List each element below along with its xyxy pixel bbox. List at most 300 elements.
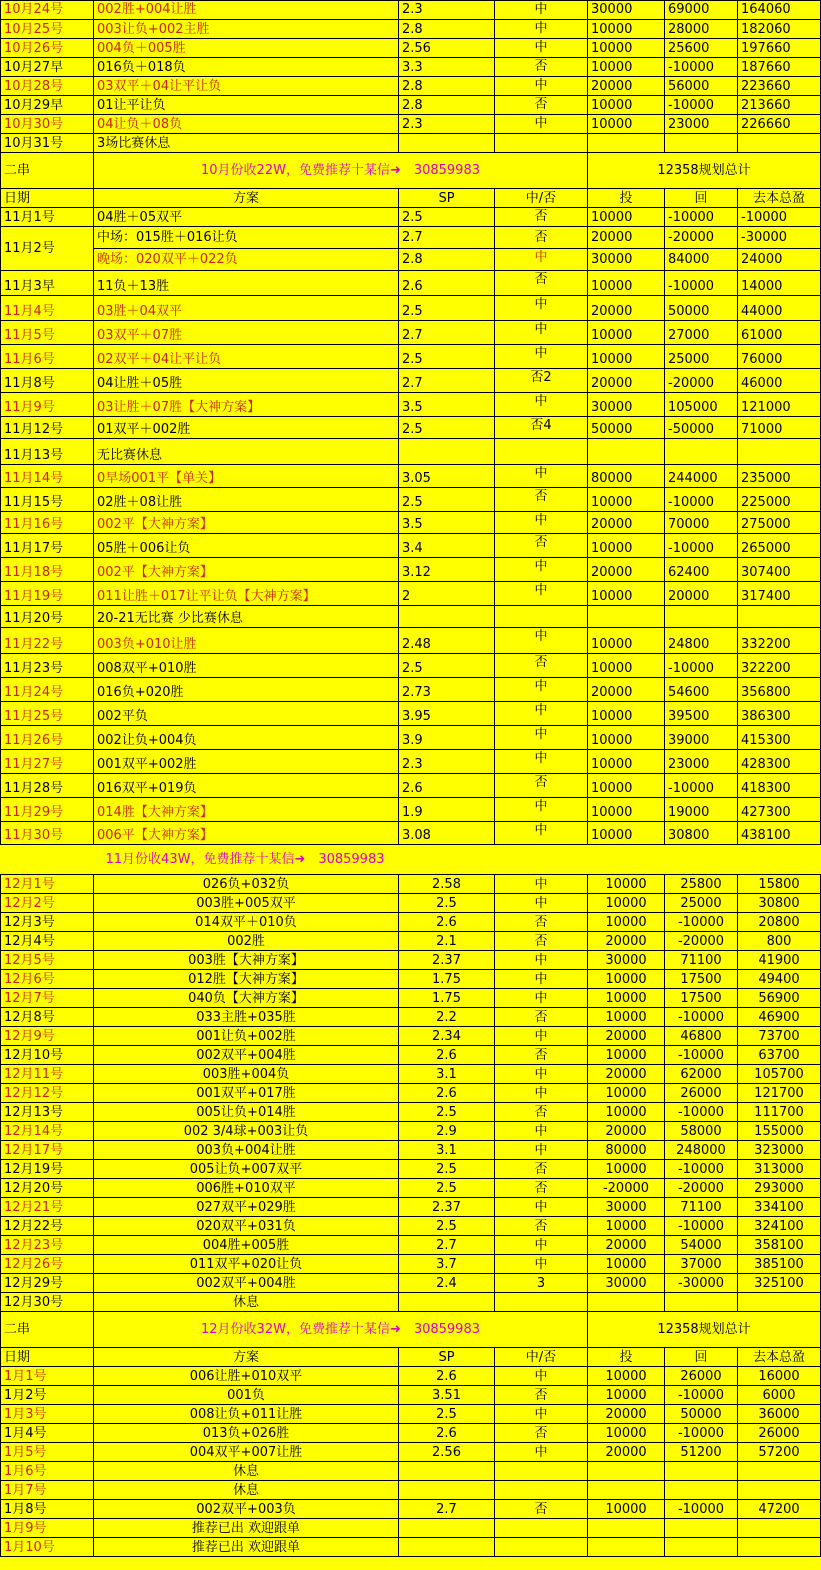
bet-cell (588, 1462, 665, 1481)
date-cell: 11月22号 (1, 628, 94, 654)
bet-cell: 10000 (588, 726, 665, 750)
plan-cell: 01让平让负 (94, 96, 399, 115)
date-cell: 11月4号 (1, 296, 94, 321)
sp-cell: 2.5 (399, 1217, 495, 1236)
plan-cell: 016负+020胜 (94, 678, 399, 702)
result-cell: 中 (495, 249, 588, 271)
bet-cell: 10000 (588, 970, 665, 989)
plan-cell: 002双平+003负 (94, 1500, 399, 1519)
bet-cell: 10000 (588, 774, 665, 798)
header-return: 回 (665, 189, 738, 208)
sp-cell: 2.5 (399, 208, 495, 227)
return-cell: 25000 (665, 345, 738, 369)
total-cell: 105700 (738, 1065, 821, 1084)
return-cell (665, 1481, 738, 1500)
sp-cell: 3.9 (399, 726, 495, 750)
total-cell: 57200 (738, 1443, 821, 1462)
plan-cell: 002双平+004胜 (94, 1046, 399, 1065)
plan-cell: 03胜＋04双平 (94, 296, 399, 321)
sp-cell: 2.7 (399, 1500, 495, 1519)
return-cell: 50000 (665, 296, 738, 321)
table-row (1, 1122, 821, 1141)
total-cell: 111700 (738, 1103, 821, 1122)
bet-cell: 10000 (588, 1217, 665, 1236)
sp-cell: 2.7 (399, 1236, 495, 1255)
plan-cell: 002胜 (94, 932, 399, 951)
result-cell: 中 (495, 1255, 588, 1274)
result-cell: 否 (495, 1179, 588, 1198)
plan-cell: 晚场：020双平＋022负 (94, 249, 399, 271)
result-cell: 中 (495, 1122, 588, 1141)
sp-cell: 2 (399, 582, 495, 606)
total-cell: 47200 (738, 1500, 821, 1519)
result-cell: 否 (495, 96, 588, 115)
result-cell (495, 1519, 588, 1538)
result-cell (495, 1538, 588, 1557)
total-cell: 187660 (738, 58, 821, 77)
header-sp: SP (399, 189, 495, 208)
result-cell: 否 (495, 488, 588, 512)
result-cell: 中 (495, 628, 588, 654)
header-plan: 方案 (94, 189, 399, 208)
return-cell: 17500 (665, 989, 738, 1008)
sp-cell: 1.75 (399, 970, 495, 989)
sp-cell: 2.8 (399, 96, 495, 115)
return-cell: -10000 (665, 1424, 738, 1443)
bet-cell: 10000 (588, 654, 665, 678)
return-cell: -10000 (665, 654, 738, 678)
date-cell: 11月19号 (1, 582, 94, 606)
plan-cell: 001双平+002胜 (94, 750, 399, 774)
total-cell: 358100 (738, 1236, 821, 1255)
sp-cell (399, 439, 495, 465)
plan-cell: 026负+032负 (94, 875, 399, 894)
return-cell: -20000 (665, 932, 738, 951)
plan-cell: 001让负+002胜 (94, 1027, 399, 1046)
plan-cell: 03让胜＋07胜【大神方案】 (94, 393, 399, 417)
return-cell: -20000 (665, 227, 738, 249)
plan-cell: 20-21无比赛 少比赛休息 (94, 606, 399, 628)
result-cell: 中 (495, 77, 588, 96)
total-cell: 356800 (738, 678, 821, 702)
result-cell: 中 (495, 875, 588, 894)
result-cell: 中 (495, 393, 588, 417)
return-cell: 84000 (665, 249, 738, 271)
bet-cell: 10000 (588, 875, 665, 894)
table-row (1, 582, 821, 606)
bet-cell: 10000 (588, 1160, 665, 1179)
bet-cell: 20000 (588, 1443, 665, 1462)
bet-cell (588, 606, 665, 628)
plan-cell: 016负＋018负 (94, 58, 399, 77)
result-cell: 否 (495, 271, 588, 296)
table-row (1, 875, 821, 894)
total-cell (738, 606, 821, 628)
table-row (1, 58, 821, 77)
table-row (1, 726, 821, 750)
date-cell: 10月30号 (1, 115, 94, 134)
table-row (1, 1027, 821, 1046)
bet-cell: 20000 (588, 296, 665, 321)
date-cell: 11月20号 (1, 606, 94, 628)
result-cell: 中 (495, 1065, 588, 1084)
table-row (1, 369, 821, 393)
total-cell: 46900 (738, 1008, 821, 1027)
bet-cell: 10000 (588, 894, 665, 913)
total-cell: 56900 (738, 989, 821, 1008)
result-cell: 中 (495, 558, 588, 582)
sp-cell: 2.6 (399, 913, 495, 932)
return-cell: 17500 (665, 970, 738, 989)
return-cell: 19000 (665, 798, 738, 822)
plan-cell: 002胜+004让胜 (94, 1, 399, 20)
sp-cell: 2.8 (399, 20, 495, 39)
plan-cell: 001负 (94, 1386, 399, 1405)
plan-cell: 003胜+004负 (94, 1065, 399, 1084)
date-cell: 11月2号 (1, 227, 94, 271)
total-cell (738, 1481, 821, 1500)
sp-cell: 2.8 (399, 77, 495, 96)
return-cell: -10000 (665, 58, 738, 77)
bet-cell (588, 134, 665, 153)
table-row (1, 798, 821, 822)
plan-cell: 006平【大神方案】 (94, 822, 399, 845)
result-cell: 否 (495, 1103, 588, 1122)
date-cell: 1月6号 (1, 1462, 94, 1481)
result-cell: 中 (495, 822, 588, 845)
bet-cell: 10000 (588, 702, 665, 726)
bet-cell: 10000 (588, 1500, 665, 1519)
bet-cell: 10000 (588, 628, 665, 654)
result-cell: 中 (495, 345, 588, 369)
return-cell (665, 1538, 738, 1557)
bet-cell: 20000 (588, 369, 665, 393)
table-row (1, 822, 821, 845)
return-cell: -10000 (665, 271, 738, 296)
date-cell: 11月30号 (1, 822, 94, 845)
return-cell: 25600 (665, 39, 738, 58)
result-cell (495, 439, 588, 465)
return-cell (665, 439, 738, 465)
date-cell: 12月14号 (1, 1122, 94, 1141)
table-row (1, 1386, 821, 1405)
total-cell: 325100 (738, 1274, 821, 1293)
result-cell: 中 (495, 750, 588, 774)
total-cell: 26000 (738, 1424, 821, 1443)
result-cell: 否 (495, 1500, 588, 1519)
total-cell: 275000 (738, 512, 821, 534)
total-cell (738, 1462, 821, 1481)
total-cell: 6000 (738, 1386, 821, 1405)
result-cell: 中 (495, 465, 588, 488)
summary-text: 12月份收32W，免费推荐十某信➜ 30859983 (94, 1312, 588, 1348)
return-cell: 105000 (665, 393, 738, 417)
table-row (1, 951, 821, 970)
bet-cell: 30000 (588, 1, 665, 20)
return-cell: 71100 (665, 951, 738, 970)
table-row (1, 1312, 821, 1348)
table-row (1, 845, 821, 875)
table-row (1, 153, 821, 189)
result-cell: 中 (495, 20, 588, 39)
result-cell: 否 (495, 654, 588, 678)
sp-cell: 2.5 (399, 1103, 495, 1122)
plan-cell: 006胜+010双平 (94, 1179, 399, 1198)
header-return: 回 (665, 1348, 738, 1367)
plan-cell: 04胜＋05双平 (94, 208, 399, 227)
table-row (1, 1367, 821, 1386)
table-row (1, 1538, 821, 1557)
table-row (1, 439, 821, 465)
date-cell: 1月5号 (1, 1443, 94, 1462)
sp-cell: 2.5 (399, 894, 495, 913)
table-row (1, 96, 821, 115)
bet-cell: 10000 (588, 750, 665, 774)
plan-cell: 0早场001平【单关】 (94, 465, 399, 488)
return-cell: -10000 (665, 96, 738, 115)
bet-cell: 80000 (588, 1141, 665, 1160)
bet-cell: 20000 (588, 1405, 665, 1424)
table-row (1, 1236, 821, 1255)
return-cell: 244000 (665, 465, 738, 488)
bet-cell: 10000 (588, 582, 665, 606)
date-cell: 10月26号 (1, 39, 94, 58)
table-row (1, 296, 821, 321)
table-row (1, 321, 821, 345)
total-cell: 49400 (738, 970, 821, 989)
bet-cell: 20000 (588, 678, 665, 702)
total-cell: 332200 (738, 628, 821, 654)
return-cell: -30000 (665, 1274, 738, 1293)
date-cell: 12月7号 (1, 989, 94, 1008)
table-row (1, 989, 821, 1008)
result-cell: 否 (495, 1160, 588, 1179)
plan-cell: 013负+026胜 (94, 1424, 399, 1443)
result-cell: 中 (495, 512, 588, 534)
sp-cell: 2.34 (399, 1027, 495, 1046)
total-cell: 71000 (738, 417, 821, 439)
total-cell: 334100 (738, 1198, 821, 1217)
return-cell: 62000 (665, 1065, 738, 1084)
plan-cell: 3场比赛休息 (94, 134, 399, 153)
total-cell: 44000 (738, 296, 821, 321)
total-cell: 197660 (738, 39, 821, 58)
return-cell (665, 1293, 738, 1312)
sp-cell: 2.6 (399, 1046, 495, 1065)
result-cell: 中 (495, 321, 588, 345)
total-cell: 323000 (738, 1141, 821, 1160)
result-cell: 中 (495, 726, 588, 750)
return-cell: 56000 (665, 77, 738, 96)
total-cell: 385100 (738, 1255, 821, 1274)
return-cell: -10000 (665, 1386, 738, 1405)
table-row (1, 1500, 821, 1519)
return-cell (665, 134, 738, 153)
table-row (1, 134, 821, 153)
result-cell: 否 (495, 534, 588, 558)
return-cell: -10000 (665, 1008, 738, 1027)
plan-cell: 05胜＋006让负 (94, 534, 399, 558)
result-cell: 中 (495, 1084, 588, 1103)
total-cell: 15800 (738, 875, 821, 894)
summary-label: 二串 (1, 1312, 94, 1348)
table-row (1, 488, 821, 512)
date-cell: 12月19号 (1, 1160, 94, 1179)
sp-cell: 2.1 (399, 932, 495, 951)
table-row (1, 115, 821, 134)
date-cell: 12月13号 (1, 1103, 94, 1122)
total-cell: -10000 (738, 208, 821, 227)
return-cell: 39500 (665, 702, 738, 726)
result-cell: 否 (495, 58, 588, 77)
plan-cell: 027双平+029胜 (94, 1198, 399, 1217)
bet-cell: 10000 (588, 321, 665, 345)
plan-cell: 012胜【大神方案】 (94, 970, 399, 989)
return-cell: -10000 (665, 1046, 738, 1065)
table-row (1, 465, 821, 488)
return-cell: -20000 (665, 369, 738, 393)
result-cell: 中 (495, 296, 588, 321)
table-row (1, 1160, 821, 1179)
total-cell: 121000 (738, 393, 821, 417)
plan-cell: 11负＋13胜 (94, 271, 399, 296)
table-row (1, 628, 821, 654)
table-row (1, 77, 821, 96)
date-cell: 12月8号 (1, 1008, 94, 1027)
bet-cell: 10000 (588, 1386, 665, 1405)
bet-cell: 20000 (588, 1027, 665, 1046)
result-cell: 中 (495, 1443, 588, 1462)
table-row (1, 1443, 821, 1462)
bet-cell: 20000 (588, 77, 665, 96)
header-result: 中/否 (495, 189, 588, 208)
sp-cell: 2.37 (399, 951, 495, 970)
bet-cell: -20000 (588, 1179, 665, 1198)
sp-cell: 3.7 (399, 1255, 495, 1274)
date-cell: 12月10号 (1, 1046, 94, 1065)
plan-cell: 003胜【大神方案】 (94, 951, 399, 970)
table-row (1, 1179, 821, 1198)
table-row (1, 1141, 821, 1160)
date-cell: 11月27号 (1, 750, 94, 774)
plan-cell: 002平【大神方案】 (94, 558, 399, 582)
bet-cell: 30000 (588, 951, 665, 970)
return-cell (665, 1519, 738, 1538)
date-cell: 11月3早 (1, 271, 94, 296)
plan-cell: 014胜【大神方案】 (94, 798, 399, 822)
plan-cell: 005让负+007双平 (94, 1160, 399, 1179)
return-cell: 71100 (665, 1198, 738, 1217)
result-cell: 否 (495, 1046, 588, 1065)
sp-cell: 2.5 (399, 1179, 495, 1198)
plan-cell: 002 3/4球+003让负 (94, 1122, 399, 1141)
total-cell: 213660 (738, 96, 821, 115)
total-cell: 223660 (738, 77, 821, 96)
sp-cell: 3.4 (399, 534, 495, 558)
bet-cell: 10000 (588, 1103, 665, 1122)
sp-cell: 3.1 (399, 1141, 495, 1160)
bet-cell: 10000 (588, 1255, 665, 1274)
table-row (1, 913, 821, 932)
header-bet: 投 (588, 189, 665, 208)
table-row (1, 512, 821, 534)
total-cell: 164060 (738, 1, 821, 20)
return-cell (665, 606, 738, 628)
date-cell: 10月24号 (1, 1, 94, 20)
return-cell: 248000 (665, 1141, 738, 1160)
date-cell: 11月14号 (1, 465, 94, 488)
plan-cell: 006让胜+010双平 (94, 1367, 399, 1386)
date-cell: 12月30号 (1, 1293, 94, 1312)
sp-cell: 2.7 (399, 227, 495, 249)
table-row (1, 1217, 821, 1236)
sp-cell: 2.6 (399, 1367, 495, 1386)
sp-cell: 3.51 (399, 1386, 495, 1405)
result-cell: 否2 (495, 369, 588, 393)
result-cell (495, 134, 588, 153)
date-cell: 10月29早 (1, 96, 94, 115)
table-row (1, 271, 821, 296)
header-bet: 投 (588, 1348, 665, 1367)
table-row (1, 1462, 821, 1481)
return-cell: -10000 (665, 488, 738, 512)
plan-cell: 004胜+005胜 (94, 1236, 399, 1255)
date-cell: 1月9号 (1, 1519, 94, 1538)
return-cell: 39000 (665, 726, 738, 750)
plan-cell: 03双平＋07胜 (94, 321, 399, 345)
sp-cell: 3.1 (399, 1065, 495, 1084)
date-cell: 11月5号 (1, 321, 94, 345)
sp-cell: 2.8 (399, 249, 495, 271)
table-row (1, 1198, 821, 1217)
table-row (1, 417, 821, 439)
header-result: 中/否 (495, 1348, 588, 1367)
sp-cell: 2.6 (399, 1424, 495, 1443)
header-date: 日期 (1, 1348, 94, 1367)
result-cell: 否 (495, 913, 588, 932)
table-row (1, 1084, 821, 1103)
plan-cell: 无比赛休息 (94, 439, 399, 465)
sp-cell: 2.6 (399, 1084, 495, 1103)
table-row (1, 678, 821, 702)
plan-cell: 休息 (94, 1462, 399, 1481)
table-row (1, 702, 821, 726)
table-row (1, 208, 821, 227)
bet-cell: 10000 (588, 989, 665, 1008)
date-cell: 12月26号 (1, 1255, 94, 1274)
sp-cell (399, 1481, 495, 1500)
plan-cell: 004负＋005胜 (94, 39, 399, 58)
table-row (1, 750, 821, 774)
table-row (1, 249, 821, 271)
table-row (1, 1255, 821, 1274)
sp-cell: 3.95 (399, 702, 495, 726)
sp-cell (399, 134, 495, 153)
total-cell: 313000 (738, 1160, 821, 1179)
sp-cell (399, 1538, 495, 1557)
table-row (1, 39, 821, 58)
table-row (1, 393, 821, 417)
date-cell: 12月11号 (1, 1065, 94, 1084)
bet-cell: 10000 (588, 1084, 665, 1103)
return-cell: 37000 (665, 1255, 738, 1274)
sp-cell: 2.9 (399, 1122, 495, 1141)
table-row (1, 1, 821, 20)
total-cell: 76000 (738, 345, 821, 369)
table-row (1, 345, 821, 369)
sp-cell: 2.5 (399, 1405, 495, 1424)
bet-cell: 30000 (588, 1198, 665, 1217)
